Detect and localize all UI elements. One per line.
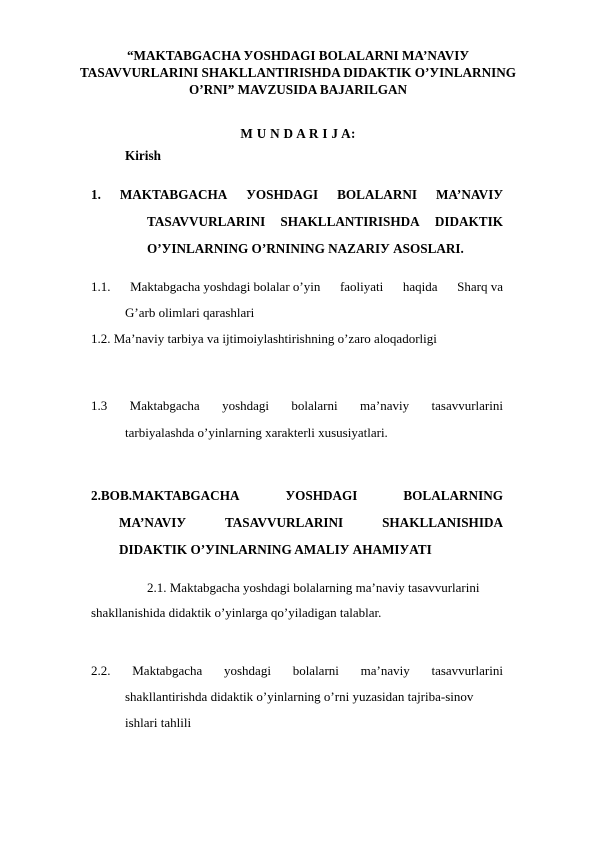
toc-item-1-3-text: bolalarni [291, 398, 338, 413]
toc-section-1-word: TASAVVURLARINI [147, 214, 266, 229]
toc-item-2-2-text: yoshdagi [224, 663, 271, 678]
toc-section-1-word: DIDAKTIK [434, 214, 503, 229]
toc-item-1-2: 1.2. Ma’naviy tarbiya va ijtimoiylashtirishning o’zaro aloqadorligi [91, 331, 437, 346]
toc-section-1-line-2 [147, 214, 503, 230]
contents-heading: M U N D A R I J A: [240, 126, 356, 141]
toc-item-1-1-text: Sharq va [457, 279, 503, 294]
toc-section-1-word: BOLALARNI [337, 187, 417, 202]
toc-item-2-2-text: ma’naviy [360, 663, 410, 678]
toc-item-1-1-text: faoliyati [339, 279, 384, 294]
toc-item-2-1-line-1: 2.1. Maktabgacha yoshdagi bolalarning ma’naviy tasavvurlarini [147, 580, 480, 595]
toc-section-1-word: УOSHDAGI [246, 187, 319, 202]
toc-item-1-3-text: ma’naviy [360, 398, 410, 413]
toc-item-1-3-line-2: tarbiyalashda o’yinlarning xarakterli xususiyatlari. [125, 425, 388, 440]
toc-section-1-number: 1. [91, 187, 101, 202]
toc-item-1-3-text: yoshdagi [222, 398, 270, 413]
toc-item-2-2-line-1 [91, 663, 503, 679]
toc-item-2-2-line-2: shakllantirishda didaktik o’yinlarning o’rni yuzasidan tajriba-sinov [125, 689, 474, 704]
toc-item-1-3-line-1 [91, 398, 503, 414]
toc-item-1-1-number: 1.1. [91, 279, 111, 294]
toc-section-2-word: BOLALARNING [403, 488, 503, 503]
toc-section-2-word: 2.BOB.MAKTABGACHA [91, 488, 240, 503]
toc-item-2-1-line-2: shakllanishida didaktik o’yinlarga qo’yiladigan talablar. [91, 605, 382, 620]
toc-item-1-3-text: tasavvurlarini [431, 398, 503, 413]
toc-introduction: Kirish [125, 148, 161, 163]
toc-section-2-word: SHAKLLANISHIDA [382, 515, 503, 530]
toc-item-2-2-line-3: ishlari tahlili [125, 715, 192, 730]
toc-item-1-3-number: 1.3 [91, 398, 108, 413]
toc-section-1-word: SHAKLLANTIRISHDA [280, 214, 420, 229]
toc-item-1-1-text: Maktabgacha yoshdagi bolalar o’yin [130, 279, 321, 294]
toc-item-2-2-number: 2.2. [91, 663, 111, 678]
title-line-1: “MAKTABGACHA УOSHDAGI BOLALARNI MA’NAVIУ [126, 48, 470, 63]
title-line-3: O’RNI” MAVZUSIDA BAJARILGAN [188, 82, 408, 97]
toc-item-1-1-line-1 [91, 279, 503, 295]
title-line-2: TASAVVURLARINI SHAKLLANTIRISHDA DIDAKTIK O’УINLARNING [79, 65, 517, 80]
toc-section-2-word: MA’NAVIУ [119, 515, 187, 530]
document-title [60, 47, 536, 98]
toc-section-2-line-2 [119, 515, 503, 531]
toc-section-2-word: TASAVVURLARINI [224, 515, 344, 530]
toc-section-1-line-1 [91, 187, 503, 203]
toc-item-1-1-text: haqida [402, 279, 438, 294]
toc-section-1-line-3: O’УINLARNING O’RNINING NAZARIУ ASOSLARI. [147, 241, 464, 256]
toc-section-2-line-3: DIDAKTIK O’УINLARNING AMALIУ AHAMIУATI [119, 542, 432, 557]
toc-item-1-3-text: Maktabgacha [129, 398, 200, 413]
toc-item-2-2-text: tasavvurlarini [431, 663, 503, 678]
toc-section-2-word: УOSHDAGI [285, 488, 358, 503]
toc-item-2-2-text: bolalarni [292, 663, 339, 678]
toc-section-2-line-1 [91, 488, 503, 504]
toc-section-1-word: MAKTABGACHA [119, 187, 228, 202]
toc-item-2-2-text: Maktabgacha [132, 663, 203, 678]
toc-item-1-1-line-2: G’arb olimlari qarashlari [125, 305, 255, 320]
toc-section-1-word: MA’NAVIУ [435, 187, 503, 202]
